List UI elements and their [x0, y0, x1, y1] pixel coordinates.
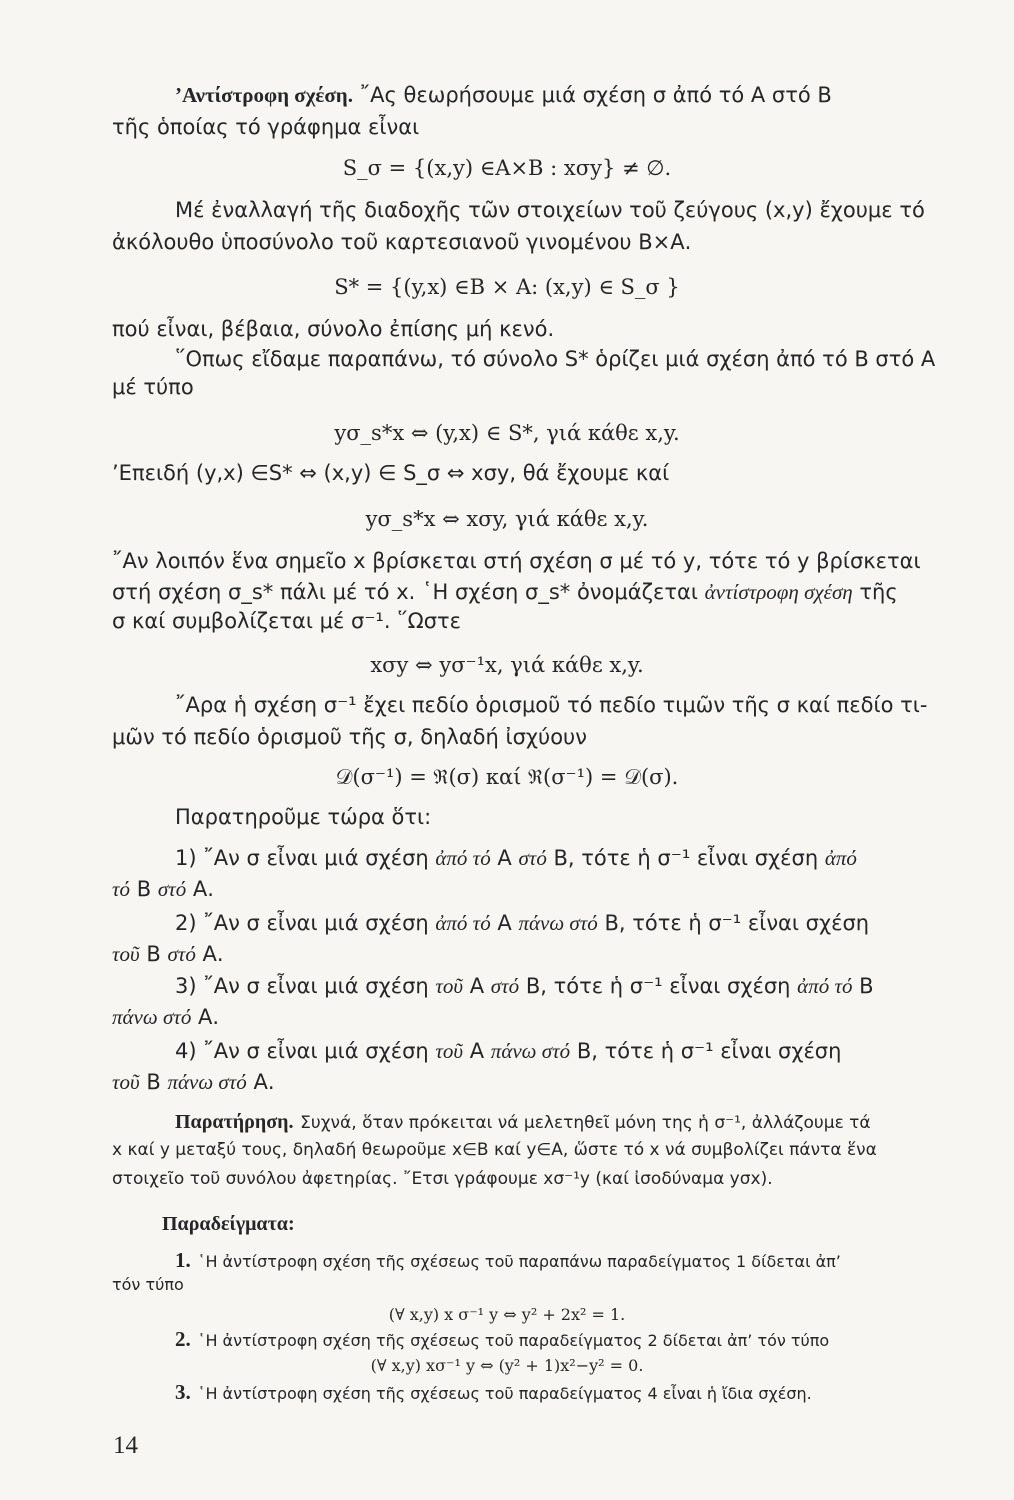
example-text: ῾Η ἀντίστροφη σχέση τῆς σχέσεως τοῦ παραπάνω παραδείγματος 1 δίδεται ἀπ’	[197, 1252, 841, 1271]
item-text: 3) ῎Αν σ εἶναι μιά σχέση	[175, 974, 429, 998]
item-italic: πάνω στό	[490, 1039, 571, 1063]
text-line: ῞Οπως εἴδαμε παραπάνω, τό σύνολο S* ὁρίζει μιά σχέση ἀπό τό Β στό Α	[175, 347, 936, 371]
example-number: 1.	[175, 1248, 191, 1272]
list-item-line	[112, 1069, 275, 1096]
item-text: Β, τότε ἡ σ⁻¹ εἶναι σχέση	[576, 1039, 842, 1063]
example-number: 2.	[175, 1327, 191, 1351]
list-item-line	[175, 973, 874, 1000]
item-text: Β	[146, 942, 161, 966]
item-text: 2) ῎Αν σ εἶναι μιά σχέση	[175, 911, 429, 935]
defined-term: ἀντίστροφη σχέση	[704, 580, 853, 604]
formula: S_σ = {(x,y) ∈A×B : xσy} ≠ ∅.	[342, 156, 672, 180]
list-item-line	[175, 1038, 841, 1065]
text-line: ῎Ας θεωρήσουμε μιά σχέση σ ἀπό τό Α στό Β	[353, 83, 832, 107]
item-italic: στό	[490, 974, 520, 998]
item-italic: ἀπό τό	[435, 911, 491, 935]
item-text: Β	[859, 974, 874, 998]
item-italic: πάνω στό	[112, 1005, 192, 1029]
item-text: Β, τότε ἡ σ⁻¹ εἶναι σχέση	[553, 846, 819, 870]
text-line: μέ τύπο	[112, 375, 194, 399]
example-text: τόν τύπο	[112, 1275, 184, 1294]
remark-text: στοιχεῖο τοῦ συνόλου ἀφετηρίας. ῎Ετσι γράφουμε xσ⁻¹y (καί ἰσοδύναμα yσx).	[112, 1169, 773, 1189]
text-line: σ καί συμβολίζεται μέ σ⁻¹. ῞Ωστε	[112, 609, 462, 633]
item-italic: στό	[157, 877, 187, 901]
list-item-line	[112, 941, 224, 968]
text-line: Παρατηροῦμε τώρα ὅτι:	[175, 805, 432, 829]
text-line: ἀκόλουθο ὑποσύνολο τοῦ καρτεσιανοῦ γινομένου Β×Α.	[112, 230, 692, 254]
item-italic: πάνω στό	[518, 911, 598, 935]
formula: xσy ⇔ yσ⁻¹x, γιά κάθε x,y.	[370, 653, 644, 677]
item-text: 4) ῎Αν σ εἶναι μιά σχέση	[175, 1039, 429, 1063]
example-line	[175, 1247, 841, 1275]
item-italic: τό	[112, 877, 131, 901]
formula: 𝒟(σ⁻¹) = ℜ(σ) καί ℜ(σ⁻¹) = 𝒟(σ).	[335, 765, 679, 789]
text-line: ῎Αρα ἡ σχέση σ⁻¹ ἔχει πεδίο ὁρισμοῦ τό πεδίο τιμῶν τῆς σ καί πεδίο τι-	[175, 693, 928, 717]
item-italic: στό	[167, 942, 196, 966]
item-italic: πάνω στό	[167, 1070, 247, 1094]
item-text: Α	[469, 1039, 485, 1063]
text-line: πού εἶναι, βέβαια, σύνολο ἐπίσης μή κενό.	[112, 317, 555, 341]
item-text: Α.	[192, 877, 214, 901]
item-text: Β, τότε ἡ σ⁻¹ εἶναι σχέση	[525, 974, 791, 998]
page-number: 14	[113, 1432, 138, 1459]
item-text: Α	[497, 846, 512, 870]
text-line: ῎Αν λοιπόν ἕνα σημεῖο x βρίσκεται στή σχέση σ μέ τό y, τότε τό y βρίσκεται	[112, 549, 921, 573]
item-italic: ἀπό τό	[435, 846, 491, 870]
list-item-line	[112, 876, 214, 903]
item-text: Β	[136, 877, 152, 901]
formula: S* = {(y,x) ∈B × A: (x,y) ∈ S_σ }	[334, 275, 680, 299]
remark-text: x καί y μεταξύ τους, δηλαδή θεωροῦμε x∈B καί y∈A, ὥστε τό x νά συμβολίζει πάντα ἕνα	[112, 1140, 877, 1160]
text-line: στή σχέση σ_s* πάλι μέ τό x. ῾Η σχέση σ_s* ὀνομάζεται	[112, 580, 698, 604]
example-line	[175, 1379, 812, 1407]
item-text: 1) ῎Αν σ εἶναι μιά σχέση	[175, 846, 429, 870]
text-line: μῶν τό πεδίο ὁρισμοῦ τῆς σ, δηλαδή ἰσχύουν	[112, 725, 587, 749]
list-item-line	[175, 845, 857, 872]
item-italic: ἀπό τό	[797, 974, 853, 998]
item-italic: τοῦ	[435, 1039, 464, 1063]
text-line-with-term	[112, 579, 898, 606]
item-text: Β	[146, 1070, 161, 1094]
text-line: τῆς ὁποίας τό γράφημα εἶναι	[112, 115, 420, 139]
remark-line	[175, 1108, 871, 1137]
examples-title: Παραδείγματα:	[162, 1213, 295, 1235]
formula: (∀ x,y) xσ⁻¹ y ⇔ (y² + 1)x²−y² = 0.	[370, 1356, 644, 1375]
formula: yσ_s*x ⇔ xσy, γιά κάθε x,y.	[365, 507, 649, 531]
example-text: ῾Η ἀντίστροφη σχέση τῆς σχέσεως τοῦ παραδείγματος 4 εἶναι ἡ ἴδια σχέση.	[197, 1384, 812, 1403]
example-number: 3.	[175, 1380, 191, 1404]
remark-title: Παρατήρηση.	[175, 1111, 294, 1133]
text-line: ’Επειδή (y,x) ∈S* ⇔ (x,y) ∈ S_σ ⇔ xσy, θά ἔχουμε καί	[112, 461, 670, 485]
list-item-line	[112, 1004, 219, 1031]
item-italic: τοῦ	[435, 974, 464, 998]
item-italic: ἀπό	[824, 846, 857, 870]
item-italic: τοῦ	[112, 942, 140, 966]
item-italic: τοῦ	[112, 1070, 140, 1094]
item-text: Α.	[202, 942, 224, 966]
item-italic: στό	[518, 846, 547, 870]
text-line: τῆς	[859, 580, 898, 604]
item-text: Α.	[253, 1070, 275, 1094]
remark-text: Συχνά, ὅταν πρόκειται νά μελετηθεῖ μόνη της ἡ σ⁻¹, ἀλλάζουμε τά	[300, 1113, 871, 1133]
formula: (∀ x,y) x σ⁻¹ y ⇔ y² + 2x² = 1.	[388, 1305, 626, 1324]
item-text: Α.	[198, 1005, 220, 1029]
example-line	[175, 1326, 829, 1354]
formula: yσ_s*x ⇔ (y,x) ∈ S*, γιά κάθε x,y.	[334, 421, 680, 445]
item-text: Β, τότε ἡ σ⁻¹ εἶναι σχέση	[604, 911, 870, 935]
section-heading-line	[175, 82, 832, 109]
item-text: Α	[469, 974, 485, 998]
text-line: Μέ ἐναλλαγή τῆς διαδοχῆς τῶν στοιχείων τοῦ ζεύγους (x,y) ἔχουμε τό	[175, 198, 925, 222]
example-text: ῾Η ἀντίστροφη σχέση τῆς σχέσεως τοῦ παραδείγματος 2 δίδεται ἀπ’ τόν τύπο	[197, 1331, 830, 1350]
list-item-line	[175, 910, 869, 937]
item-text: Α	[497, 911, 512, 935]
section-heading: ’Αντίστροφη σχέση.	[175, 83, 353, 107]
